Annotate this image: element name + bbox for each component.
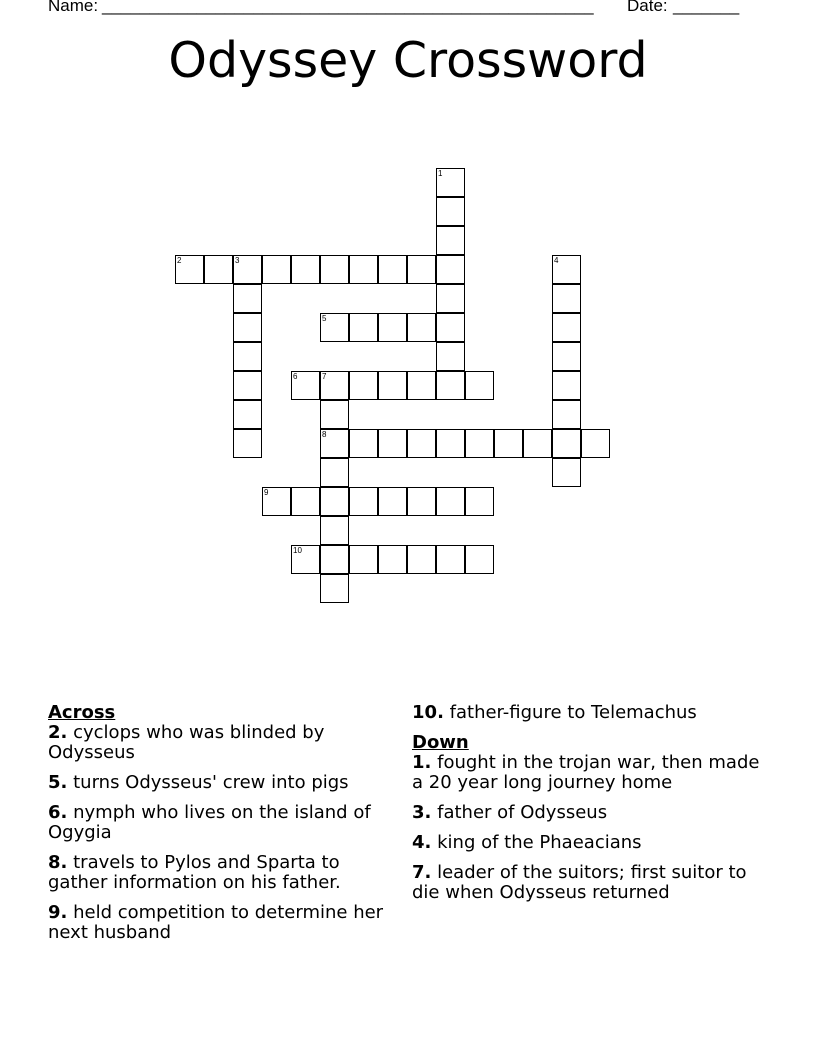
clue-text: cyclops who was blinded by Odysseus: [48, 722, 325, 763]
grid-cell[interactable]: [552, 313, 581, 342]
clue-text: turns Odysseus' crew into pigs: [73, 772, 349, 793]
grid-cell[interactable]: [291, 255, 320, 284]
name-line: ____________________________________________________: [102, 0, 594, 15]
grid-cell[interactable]: [320, 487, 349, 516]
grid-cell[interactable]: [407, 371, 436, 400]
clues-column-left: [48, 703, 388, 953]
grid-cell[interactable]: [349, 487, 378, 516]
grid-cell[interactable]: [349, 313, 378, 342]
grid-cell[interactable]: [407, 545, 436, 574]
grid-cell[interactable]: [291, 545, 320, 574]
grid-cell[interactable]: [465, 429, 494, 458]
clue-number: 6: [48, 802, 61, 823]
grid-cell[interactable]: [581, 429, 610, 458]
grid-cell[interactable]: [436, 255, 465, 284]
grid-cell[interactable]: [378, 255, 407, 284]
grid-cell[interactable]: [204, 255, 233, 284]
clue-number: 4: [412, 832, 425, 853]
grid-cell[interactable]: [349, 429, 378, 458]
grid-cell[interactable]: [320, 458, 349, 487]
cell-number: 1: [438, 169, 443, 178]
cell-number: 6: [293, 372, 298, 381]
grid-cell[interactable]: [262, 487, 291, 516]
grid-cell[interactable]: [436, 168, 465, 197]
cell-number: 2: [177, 256, 182, 265]
grid-cell[interactable]: [436, 313, 465, 342]
clue-across-6: 6. nymph who lives on the island of Ogygia: [48, 802, 371, 843]
grid-cell[interactable]: [436, 545, 465, 574]
grid-cell[interactable]: [378, 545, 407, 574]
cell-number: 9: [264, 488, 269, 497]
clue-number: 9: [48, 902, 61, 923]
grid-cell[interactable]: [436, 342, 465, 371]
clue-number: 2: [48, 722, 61, 743]
grid-cell[interactable]: [378, 487, 407, 516]
grid-cell[interactable]: [436, 284, 465, 313]
date-line: _______: [673, 0, 740, 15]
clue-text: travels to Pylos and Sparta to gather information on his father.: [48, 852, 341, 893]
grid-cell[interactable]: [407, 255, 436, 284]
grid-cell[interactable]: [407, 313, 436, 342]
grid-cell[interactable]: [407, 429, 436, 458]
grid-cell[interactable]: [494, 429, 523, 458]
clue-number: 5: [48, 772, 61, 793]
clue-text: father-figure to Telemachus: [449, 702, 697, 723]
grid-cell[interactable]: [320, 371, 349, 400]
grid-cell[interactable]: [291, 487, 320, 516]
grid-cell[interactable]: [436, 371, 465, 400]
cell-number: 3: [235, 256, 240, 265]
cell-number: 8: [322, 430, 327, 439]
grid-cell[interactable]: [407, 487, 436, 516]
clues-column-right: [412, 703, 772, 913]
grid-cell[interactable]: [552, 255, 581, 284]
grid-cell[interactable]: [320, 545, 349, 574]
grid-cell[interactable]: [291, 371, 320, 400]
clue-across-5: 5. turns Odysseus' crew into pigs: [48, 772, 349, 793]
clue-across-9: 9. held competition to determine her next husband: [48, 902, 384, 943]
clue-across-10: 10. father-figure to Telemachus: [412, 702, 697, 723]
grid-cell[interactable]: [233, 313, 262, 342]
clue-text: held competition to determine her next husband: [48, 902, 384, 943]
grid-cell[interactable]: [320, 429, 349, 458]
grid-cell[interactable]: [233, 255, 262, 284]
grid-cell[interactable]: [320, 400, 349, 429]
grid-cell[interactable]: [523, 429, 552, 458]
clue-across-2: 2. cyclops who was blinded by Odysseus: [48, 722, 325, 763]
cell-number: 7: [322, 372, 327, 381]
grid-cell[interactable]: [320, 255, 349, 284]
grid-cell[interactable]: [465, 487, 494, 516]
clue-down-4: 4. king of the Phaeacians: [412, 832, 642, 853]
clue-across-8: 8. travels to Pylos and Sparta to gather information on his father.: [48, 852, 341, 893]
clue-down-7: 7. leader of the suitors; first suitor to die when Odysseus returned: [412, 862, 747, 903]
clue-down-3: 3. father of Odysseus: [412, 802, 608, 823]
clue-number: 7: [412, 862, 425, 883]
grid-cell[interactable]: [349, 255, 378, 284]
grid-cell[interactable]: [349, 545, 378, 574]
clue-number: 3: [412, 802, 425, 823]
grid-cell[interactable]: [262, 255, 291, 284]
grid-cell[interactable]: [552, 400, 581, 429]
grid-cell[interactable]: [465, 545, 494, 574]
grid-cell[interactable]: [175, 255, 204, 284]
grid-cell[interactable]: [552, 371, 581, 400]
grid-cell[interactable]: [233, 400, 262, 429]
grid-cell[interactable]: [436, 226, 465, 255]
cell-number: 4: [554, 256, 559, 265]
across-heading: Across: [48, 702, 116, 723]
grid-cell[interactable]: [320, 516, 349, 545]
grid-cell[interactable]: [552, 342, 581, 371]
cell-number: 10: [293, 546, 302, 555]
clue-number: 1: [412, 752, 425, 773]
grid-cell[interactable]: [320, 313, 349, 342]
grid-cell[interactable]: [378, 313, 407, 342]
clue-number: 10: [412, 702, 438, 723]
grid-cell[interactable]: [436, 429, 465, 458]
grid-cell[interactable]: [233, 429, 262, 458]
clue-text: fought in the trojan war, then made a 20 year long journey home: [412, 752, 760, 793]
cell-number: 5: [322, 314, 327, 323]
grid-cell[interactable]: [233, 342, 262, 371]
date-label: Date:: [627, 0, 668, 15]
down-heading: Down: [412, 732, 469, 753]
grid-cell[interactable]: [552, 284, 581, 313]
grid-cell[interactable]: [320, 574, 349, 603]
grid-cell[interactable]: [349, 371, 378, 400]
clue-text: father of Odysseus: [437, 802, 608, 823]
clue-down-1: 1. fought in the trojan war, then made a 20 year long journey home: [412, 752, 760, 793]
grid-cell[interactable]: [233, 284, 262, 313]
clue-text: leader of the suitors; first suitor to die when Odysseus returned: [412, 862, 747, 903]
grid-cell[interactable]: [436, 197, 465, 226]
name-label: Name:: [48, 0, 99, 15]
page-title: Odyssey Crossword: [168, 32, 648, 89]
grid-cell[interactable]: [465, 371, 494, 400]
grid-cell[interactable]: [378, 429, 407, 458]
grid-cell[interactable]: [436, 487, 465, 516]
clue-text: king of the Phaeacians: [437, 832, 642, 853]
grid-cell[interactable]: [552, 429, 581, 458]
grid-cell[interactable]: [552, 458, 581, 487]
grid-cell[interactable]: [378, 371, 407, 400]
clue-text: nymph who lives on the island of Ogygia: [48, 802, 371, 843]
clue-number: 8: [48, 852, 61, 873]
grid-cell[interactable]: [233, 371, 262, 400]
